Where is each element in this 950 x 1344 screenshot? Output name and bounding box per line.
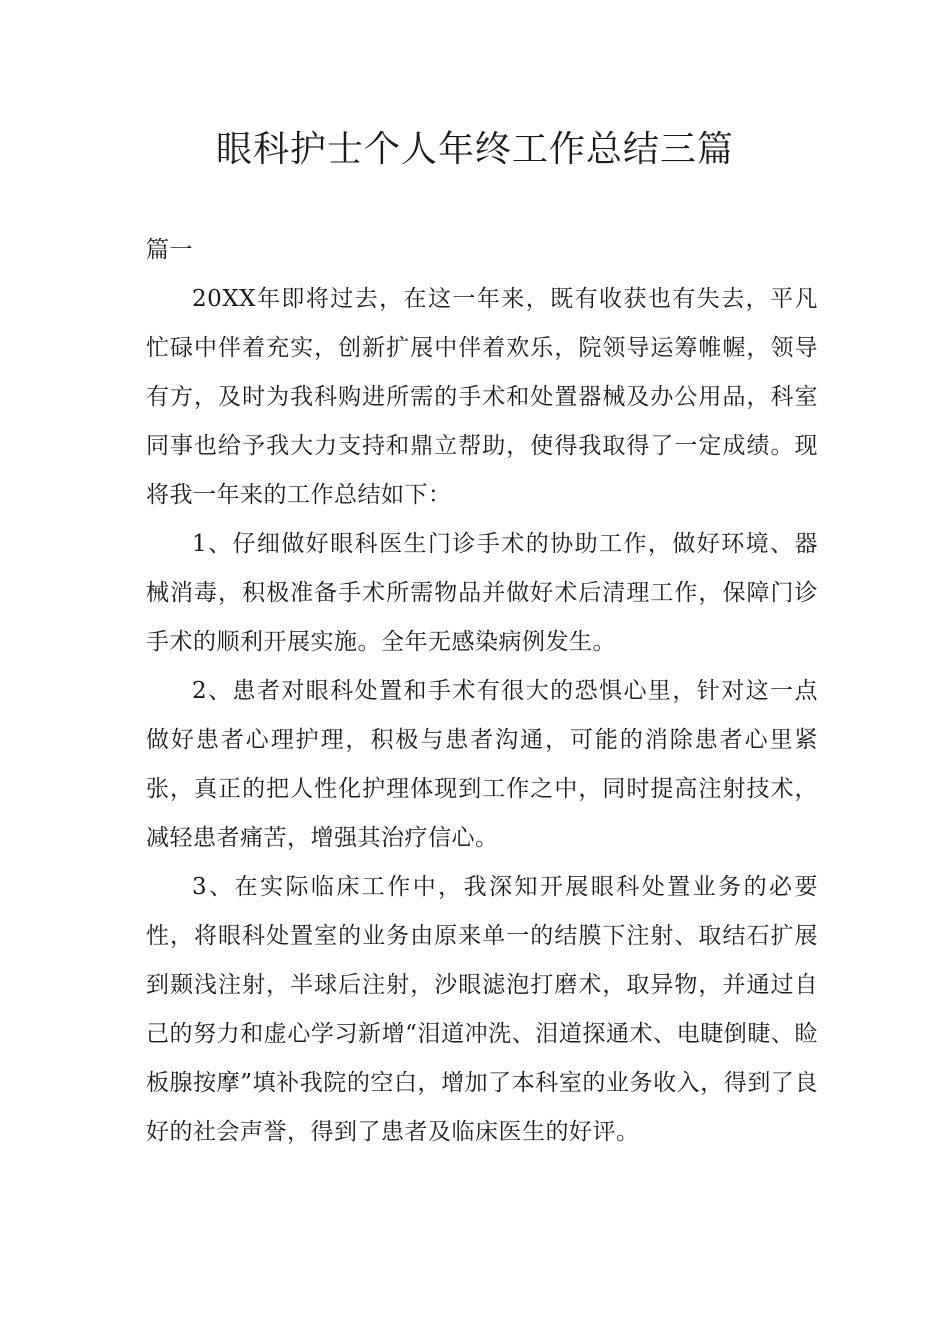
paragraph-item-2: 2、患者对眼科处置和手术有很大的恐惧心里，针对这一点做好患者心理护理，积极与患者沟通，可能的消除患者心里紧张，真正的把人性化护理体现到工作之中，同时提高注射技术，减轻患者痛苦，增强其治疗信心。	[146, 678, 818, 851]
document-body	[146, 226, 818, 1157]
paragraph-item-3: 3、在实际临床工作中，我深知开展眼科处置业务的必要性，将眼科处置室的业务由原来单一的结膜下注射、取结石扩展到颞浅注射，半球后注射，沙眼滤泡打磨术，取异物，并通过自己的努力和虚心学习新增“泪道冲洗、泪道探通术、电睫倒睫、睑板腺按摩”填补我院的空白，增加了本科室的业务收入，得到了良好的社会声誉，得到了患者及临床医生的好评。	[146, 874, 818, 1145]
document-title: 眼科护士个人年终工作总结三篇	[215, 129, 734, 170]
paragraph-item-1: 1、仔细做好眼科医生门诊手术的协助工作，做好环境、器械消毒，积极准备手术所需物品并做好术后清理工作，保障门诊手术的顺利开展实施。全年无感染病例发生。	[146, 531, 818, 655]
paragraph-intro: 20XX年即将过去，在这一年来，既有收获也有失去，平凡忙碌中伴着充实，创新扩展中伴着欢乐，院领导运筹帷幄，领导有方，及时为我科购进所需的手术和处置器械及办公用品，科室同事也给予我大力支持和鼎立帮助，使得我取得了一定成绩。现将我一年来的工作总结如下：	[146, 286, 818, 508]
section-label: 篇一	[146, 237, 193, 263]
